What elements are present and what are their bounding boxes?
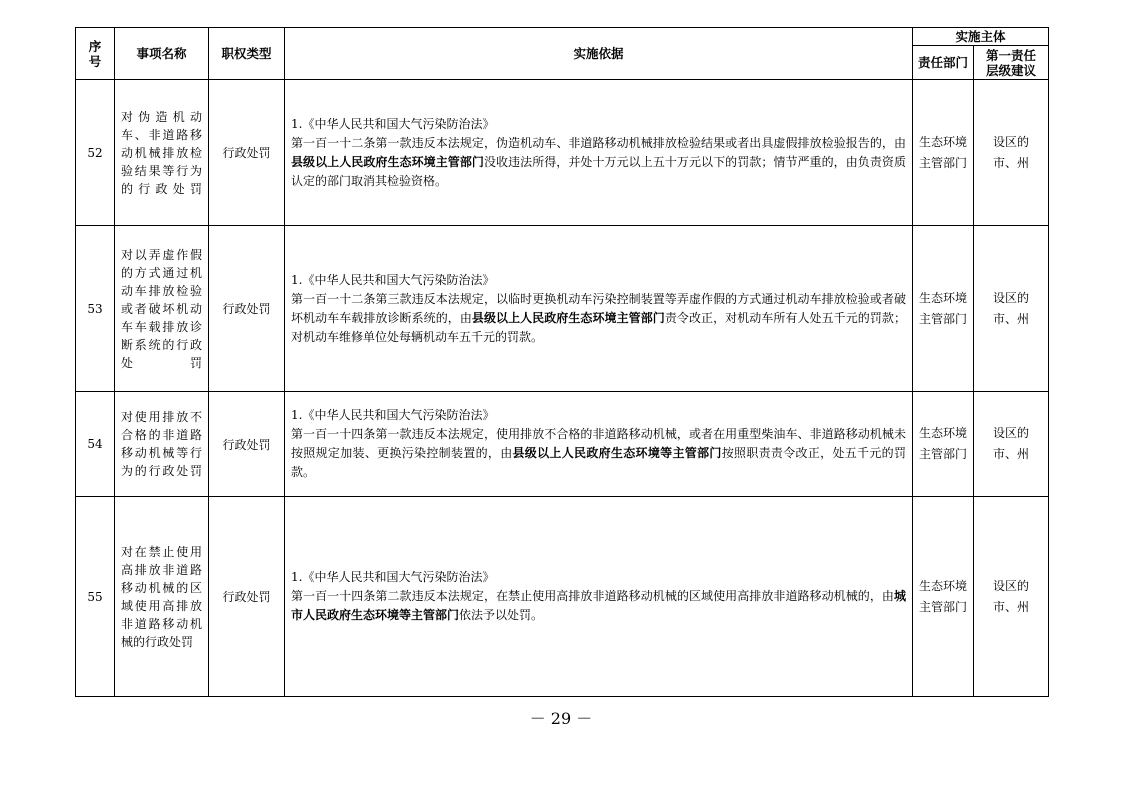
row-basis — [285, 226, 913, 392]
table-row — [76, 497, 1049, 697]
header-serial-no: 序号 — [76, 28, 115, 80]
row-basis-authority: 县级以上人民政府生态环境主管部门 — [291, 154, 484, 169]
row-basis-text: 第一百一十二条第一款违反本法规定，伪造机动车、非道路移动机械排放检验结果或者出具虚假排放检验报告的，由县级以上人民政府生态环境主管部门没收违法所得，并处十万元以上五十万元以下的罚款；情节严重的，由负责资质认定的部门取消其检验资格。 — [291, 135, 906, 188]
row-dept: 生态环境主管部门 — [913, 497, 974, 697]
row-level: 设区的市、州 — [974, 497, 1049, 697]
row-power-type: 行政处罚 — [209, 80, 285, 226]
row-basis-authority: 城市人民政府生态环境等主管部门 — [291, 589, 906, 622]
header-dept: 责任部门 — [913, 46, 974, 80]
row-no: 53 — [76, 226, 115, 392]
row-basis — [285, 497, 913, 697]
row-basis-text: 第一百一十四条第一款违反本法规定，使用排放不合格的非道路移动机械，或者在用重型柴油车、非道路移动机械未按照规定加装、更换污染控制装置的，由县级以上人民政府生态环境等主管部门按照职责责令改正，处五千元的罚款。 — [291, 427, 906, 479]
row-law-title: 1.《中华人民共和国大气污染防治法》 — [291, 272, 495, 287]
row-no: 54 — [76, 392, 115, 497]
table-row — [76, 80, 1049, 226]
page-number: － 29 － — [529, 709, 593, 728]
row-level: 设区的市、州 — [974, 80, 1049, 226]
header-power-type: 职权类型 — [209, 28, 285, 80]
table-row — [76, 226, 1049, 392]
header-level: 第一责任层级建议 — [974, 46, 1049, 80]
row-power-type: 行政处罚 — [209, 226, 285, 392]
row-basis — [285, 80, 913, 226]
row-dept: 生态环境主管部门 — [913, 226, 974, 392]
matters-table — [75, 27, 1049, 697]
row-no: 55 — [76, 497, 115, 697]
row-basis-authority: 县级以上人民政府生态环境等主管部门 — [512, 446, 722, 460]
table-row — [76, 392, 1049, 497]
row-dept: 生态环境主管部门 — [913, 80, 974, 226]
header-basis: 实施依据 — [285, 28, 913, 80]
row-law-title: 1.《中华人民共和国大气污染防治法》 — [291, 570, 495, 584]
row-no: 52 — [76, 80, 115, 226]
row-item-name: 对伪造机动车、非道路移动机械排放检验结果等行为的行政处罚 — [115, 80, 209, 226]
row-power-type: 行政处罚 — [209, 497, 285, 697]
row-law-title: 1.《中华人民共和国大气污染防治法》 — [291, 408, 495, 422]
header-subject: 实施主体 — [913, 28, 1049, 46]
header-item-name: 事项名称 — [115, 28, 209, 80]
row-basis-text: 第一百一十二条第三款违反本法规定，以临时更换机动车污染控制装置等弄虚作假的方式通过机动车排放检验或者破坏机动车车载排放诊断系统的，由县级以上人民政府生态环境主管部门责令改正，对机动车所有人处五千元的罚款；对机动车维修单位处每辆机动车五千元的罚款。 — [291, 291, 906, 344]
row-power-type: 行政处罚 — [209, 392, 285, 497]
row-item-name: 对在禁止使用高排放非道路移动机械的区域使用高排放非道路移动机械的行政处罚 — [115, 497, 209, 697]
row-basis-authority: 县级以上人民政府生态环境主管部门 — [471, 310, 665, 325]
row-item-name: 对使用排放不合格的非道路移动机械等行为的行政处罚 — [115, 392, 209, 497]
row-dept: 生态环境主管部门 — [913, 392, 974, 497]
row-basis-text: 第一百一十四条第二款违反本法规定，在禁止使用高排放非道路移动机械的区域使用高排放非道路移动机械的，由城市人民政府生态环境等主管部门依法予以处罚。 — [291, 589, 906, 622]
row-level: 设区的市、州 — [974, 226, 1049, 392]
row-law-title: 1.《中华人民共和国大气污染防治法》 — [291, 116, 495, 131]
row-level: 设区的市、州 — [974, 392, 1049, 497]
row-item-name: 对以弄虚作假的方式通过机动车排放检验或者破坏机动车车载排放诊断系统的行政处罚 — [115, 226, 209, 392]
row-basis — [285, 392, 913, 497]
